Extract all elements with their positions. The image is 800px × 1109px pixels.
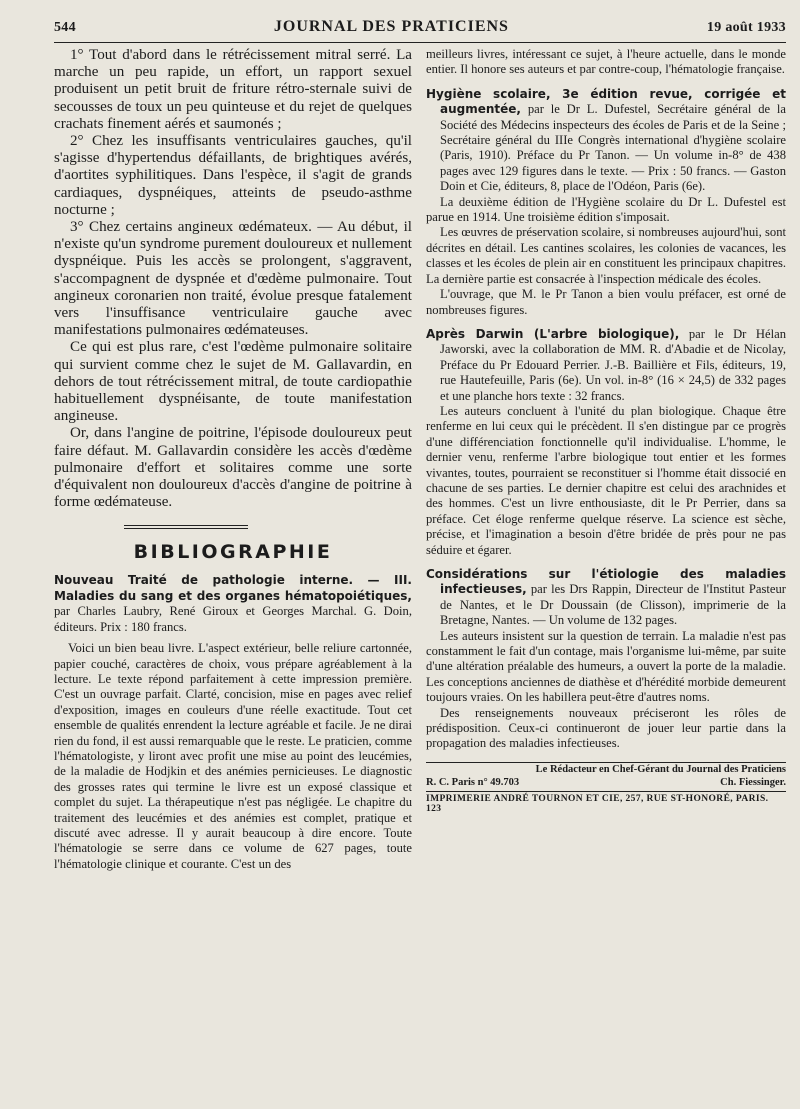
paragraph-oedeme-solitaire: Ce qui est plus rare, c'est l'œdème pulmonaire solitaire qui survient comme chez le sujet de M. Gallavardin, en dehors de tout rétrécissement mitral, de toute cardiopathie habituellement dyspnéisante, de toute manifestation angineuse. <box>54 339 412 425</box>
registry-number: R. C. Paris n° 49.703 <box>426 776 520 788</box>
issue-date: 19 août 1933 <box>706 20 786 35</box>
editor-name: Ch. Fiessinger. <box>720 776 786 788</box>
review-text-hygiene-1: La deuxième édition de l'Hygiène scolaire du Dr L. Dufestel est parue en 1914. Une troisième édition s'imposait. <box>426 194 786 225</box>
editor-title: Le Rédacteur en Chef-Gérant du Journal des Praticiens <box>535 763 786 775</box>
entry-authors: par le Dr L. Dufestel, Secrétaire général de la Société des Médecins inspecteurs des écoles de Paris et de la Seine ; Secrétaire général du IIIe Congrès international d'hygiène scolaire (Paris, 1910). Préface du Pr Tanon. — Un volume in-8° de 438 pages avec 129 figures dans le texte. — Prix : 50 francs. — Gaston Doin et Cie, éditeurs, 8, place de l'Odéon, Paris (6e). <box>440 102 786 194</box>
paragraph-angine-poitrine: Or, dans l'angine de poitrine, l'épisode douloureux peut faire défaut. M. Gallavardin considère les accès d'œdème pulmonaire d'effort et solitaires comme une sorte d'équivalent non douloureux d'accès d'angine de poitrine à forme œdémateuse. <box>54 425 412 511</box>
review-text-etiologie-1: Les auteurs insistent sur la question de terrain. La maladie n'est pas constamment le fait d'un contage, mais l'organisme lui-même, par suite d'une altération préalable des humeurs, a ouvert la porte de la maladie. Les conceptions anciennes de diathèse et d'hérédité morbide demeurent toujours vraies. On les habillera peut-être d'autres noms. <box>426 628 786 705</box>
page-number: 544 <box>54 20 76 35</box>
review-text-hygiene-3: L'ouvrage, que M. le Pr Tanon a bien voulu préfacer, est orné de nombreuses figures. <box>426 287 786 317</box>
review-text-hygiene-2: Les œuvres de préservation scolaire, si nombreuses aujourd'hui, sont décrites en détail. Les cantines scolaires, les colonies de vacances, les classes et les écoles de plein air en constituent les principaux chapitres. La dernière partie est consacrée à l'inspection médicale des écoles. <box>426 225 786 286</box>
entry-title: Considérations sur l'étiologie des maladies infectieuses, <box>426 567 786 597</box>
review-continuation: meilleurs livres, intéressant ce sujet, à l'heure actuelle, dans le monde entier. Il honore ses auteurs et par contre-coup, l'hématologie française. <box>426 47 786 77</box>
paragraph-ventricular: 2° Chez les insuffisants ventriculaires gauches, qu'il s'agisse d'hypertendus défaillants, de brightiques avérés, d'aortites syphilitiques. Dans l'espèce, il s'agit de grands cardiaques, dyspnéiques, atteints de pseudo-asthme nocturne ; <box>54 133 412 218</box>
review-entry-etiologie <box>426 567 786 629</box>
right-column <box>426 47 786 872</box>
entry-title: Nouveau Traité de pathologie interne. — III. Maladies du sang et des organes hématopoiétiques, <box>54 573 412 603</box>
review-entry-darwin <box>426 327 786 404</box>
bibliography-heading: BIBLIOGRAPHIE <box>133 541 333 564</box>
printer-imprint: IMPRIMERIE ANDRÉ TOURNON ET CIE, 257, RUE ST-HONORÉ, PARIS. 123 <box>426 791 786 814</box>
review-entry-pathologie <box>54 573 412 635</box>
running-header <box>54 18 786 36</box>
two-column-body <box>54 47 786 872</box>
left-column <box>54 47 412 872</box>
editor-footer <box>426 763 786 789</box>
paragraph-mitral: 1° Tout d'abord dans le rétrécissement mitral serré. La marche un peu rapide, un effort, un rapport sexuel produisent un petit bruit de friture rétro-sternale suivi de secousses de toux un peu quinteuse et du rejet de quelques crachats finement aérés et saumonés ; <box>54 47 412 132</box>
paragraph-angineux: 3° Chez certains angineux œdémateux. — Au début, il n'existe qu'un syndrome purement douloureux et nullement dyspnéique. Puis les accès se prolongent, s'aggravent, s'accompagnent de dyspnée et d'œdème pulmonaire. Tout angineux coronarien non traité, évolue presque fatalement vers l'insuffisance ventriculaire gauche avec manifestations pulmonaires œdémateuses. <box>54 219 412 339</box>
entry-authors: par les Drs Rappin, Directeur de l'Institut Pasteur de Nantes, et le Dr Doussain (de Clisson), imprimerie de la Bretagne, Nantes. — Un volume de 132 pages. <box>440 582 786 628</box>
review-text-darwin: Les auteurs concluent à l'unité du plan biologique. Chaque être renferme en lui ceux qui le précèdent. Il s'en distingue par ce progrès d'une différenciation fonctionnelle qu'il individualise. L'homme, le dernier venu, renferme l'arbre biologique tout entier et les formes vivantes, toutes, pourraient se reconstituer si l'homme était dissocié en chacune de ses parties. Le dernier chapitre est celui des arachnides et des hommes. C'est un livre enthousiaste, dit le Pr Perrier, dans sa préface. Cet éloge renferme quelque réserve. La science est sèche, précise, et l'imagination a besoin d'être bridée de près pour ne pas séduire et égarer. <box>426 403 786 557</box>
journal-title: JOURNAL DES PRATICIENS <box>273 18 509 35</box>
review-text-etiologie-2: Des renseignements nouveaux préciseront les rôles de prédisposition. Ceux-ci continueront de jouer leur partie dans la propagation des maladies infectieuses. <box>426 705 786 751</box>
entry-authors: par le Dr Hélan Jaworski, avec la collaboration de MM. R. d'Abadie et de Nicolay, Préface du Pr Edouard Perrier. J.-B. Baillière et Fils, éditeurs, 19, rue Hautefeuille, Paris (6e). Un vol. in-8° (16 × 24,5) de 332 pages et une planche hors texte : 32 francs. <box>440 326 786 403</box>
section-divider <box>124 525 248 531</box>
entry-title: Hygiène scolaire, 3e édition revue, corrigée et augmentée, <box>426 86 786 117</box>
review-text-pathologie: Voici un bien beau livre. L'aspect extérieur, belle reliure cartonnée, papier couché, caractères de choix, vous prépare agréablement à la lecture. Le texte répond parfaitement à cette impression première. C'est un ouvrage parfait. Clarté, concision, mise en pages avec relief d'exposition, images en couleurs d'une réelle exactitude. Tout cet ensemble de qualités enrendent la lecture agréable et facile. Je ne dirai rien du fond, il est aussi remarquable que le reste. Le praticien, comme l'hématologiste, y liront avec profit une mise au point des leucémies, de la maladie de Hodjkin et des anémies pernicieuses. Le diagnostic des grosses rates qui termine le livre est un exposé classique et complet du sujet. La thérapeutique n'est pas négligée. Le chapitre du traitement des leucémies et des anémies est complet, pratique et discuté avec adresse. Il y aurait beaucoup à dire encore. Toute l'hématologie se serre dans ce volume de 627 pages, toute l'hématologie clinique et courante. C'est un des <box>54 641 412 871</box>
review-entry-hygiene <box>426 87 786 195</box>
entry-authors: par Charles Laubry, René Giroux et Georges Marchal. G. Doin, éditeurs. Prix : 180 francs. <box>54 604 412 634</box>
entry-title: Après Darwin (L'arbre biologique), <box>426 326 680 341</box>
header-rule <box>54 42 786 43</box>
